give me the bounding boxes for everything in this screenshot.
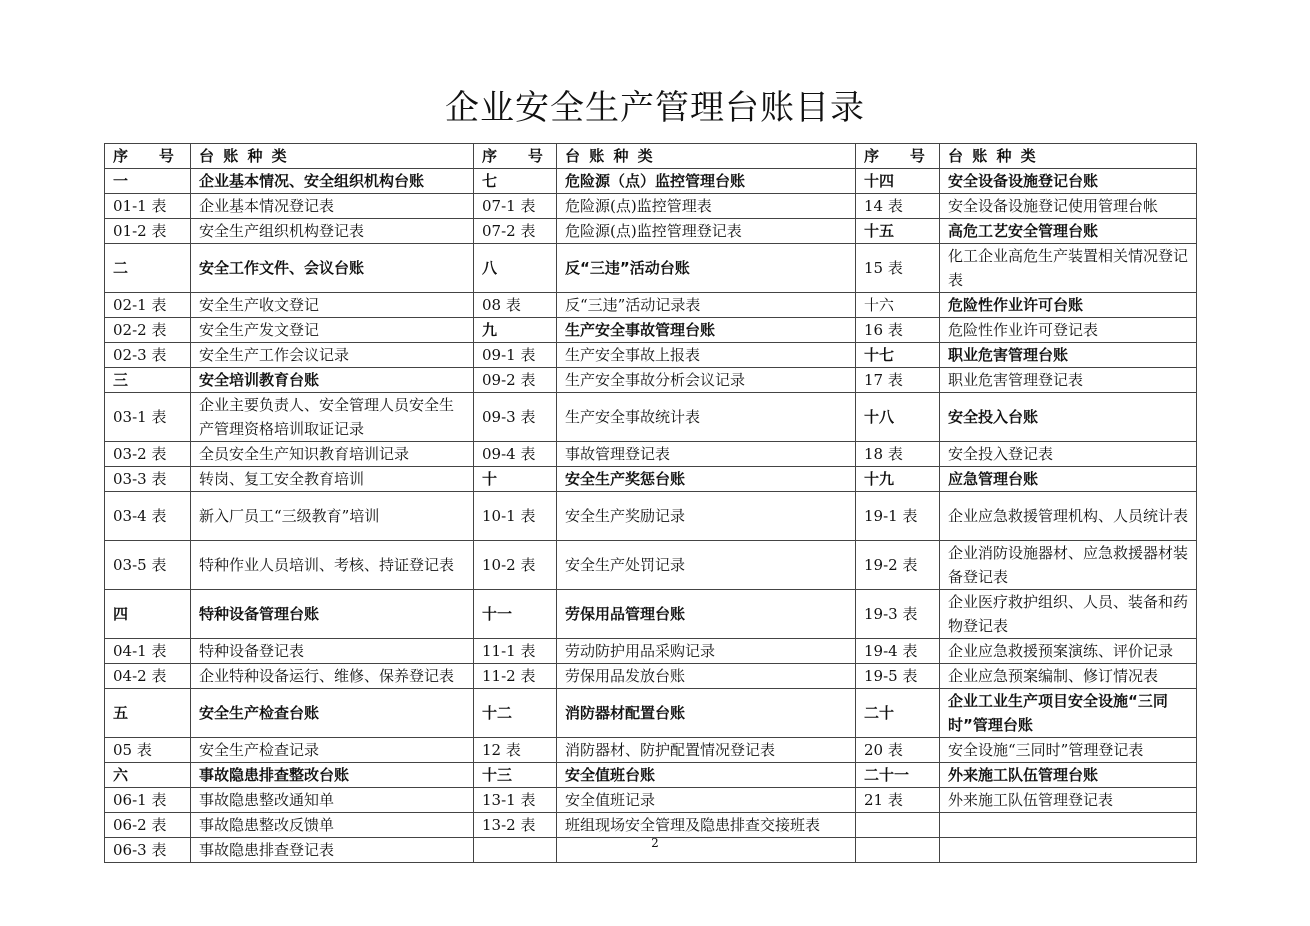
cell-seq: 01-1 表 (105, 194, 191, 219)
header-seq: 序 号 (105, 144, 191, 169)
cell-ledger-type: 安全生产发文登记 (191, 318, 474, 343)
cell-seq: 01-2 表 (105, 219, 191, 244)
cell-seq: 06-3 表 (105, 838, 191, 863)
cell-seq: 04-2 表 (105, 664, 191, 689)
cell-ledger-type: 新入厂员工“三级教育”培训 (191, 492, 474, 541)
cell-seq: 11-1 表 (474, 639, 557, 664)
cell-ledger-type: 安全投入登记表 (940, 442, 1197, 467)
cell-seq: 07-1 表 (474, 194, 557, 219)
cell-ledger-type: 安全设备设施登记台账 (940, 169, 1197, 194)
cell-ledger-type: 安全生产收文登记 (191, 293, 474, 318)
cell-ledger-type: 职业危害管理登记表 (940, 368, 1197, 393)
cell-ledger-type: 消防器材配置台账 (557, 689, 856, 738)
cell-ledger-type: 安全投入台账 (940, 393, 1197, 442)
cell-ledger-type: 事故隐患整改通知单 (191, 788, 474, 813)
cell-seq: 十二 (474, 689, 557, 738)
cell-ledger-type: 反“三违”活动台账 (557, 244, 856, 293)
cell-ledger-type: 安全设施“三同时”管理登记表 (940, 738, 1197, 763)
table-row (105, 813, 1197, 838)
cell-ledger-type: 企业工业生产项目安全设施“三同时”管理台账 (940, 689, 1197, 738)
cell-seq: 10-2 表 (474, 541, 557, 590)
table-row (105, 343, 1197, 368)
cell-seq: 19-5 表 (856, 664, 940, 689)
cell-seq: 十一 (474, 590, 557, 639)
cell-seq: 03-4 表 (105, 492, 191, 541)
cell-ledger-type: 转岗、复工安全教育培训 (191, 467, 474, 492)
table-row (105, 689, 1197, 738)
table-row (105, 664, 1197, 689)
table-row (105, 639, 1197, 664)
table-row (105, 541, 1197, 590)
cell-seq: 二十一 (856, 763, 940, 788)
cell-seq: 八 (474, 244, 557, 293)
header-seq: 序 号 (856, 144, 940, 169)
table-row (105, 318, 1197, 343)
cell-ledger-type: 特种设备登记表 (191, 639, 474, 664)
table-body (105, 169, 1197, 863)
ledger-table (104, 143, 1197, 863)
table-row (105, 788, 1197, 813)
cell-ledger-type: 事故隐患排查整改台账 (191, 763, 474, 788)
cell-ledger-type: 企业基本情况登记表 (191, 194, 474, 219)
cell-seq: 十六 (856, 293, 940, 318)
header-type: 台 账 种 类 (557, 144, 856, 169)
cell-ledger-type: 安全值班台账 (557, 763, 856, 788)
table-row (105, 219, 1197, 244)
cell-ledger-type: 生产安全事故统计表 (557, 393, 856, 442)
cell-seq: 09-4 表 (474, 442, 557, 467)
cell-ledger-type: 特种作业人员培训、考核、持证登记表 (191, 541, 474, 590)
cell-ledger-type: 劳动防护用品采购记录 (557, 639, 856, 664)
cell-seq: 02-1 表 (105, 293, 191, 318)
cell-seq: 十 (474, 467, 557, 492)
table-row (105, 169, 1197, 194)
cell-seq: 03-3 表 (105, 467, 191, 492)
cell-seq: 09-1 表 (474, 343, 557, 368)
cell-seq: 十七 (856, 343, 940, 368)
cell-ledger-type (940, 813, 1197, 838)
cell-ledger-type: 企业消防设施器材、应急救援器材装备登记表 (940, 541, 1197, 590)
cell-ledger-type: 安全工作文件、会议台账 (191, 244, 474, 293)
cell-seq: 三 (105, 368, 191, 393)
cell-seq: 17 表 (856, 368, 940, 393)
cell-seq: 07-2 表 (474, 219, 557, 244)
cell-seq: 02-2 表 (105, 318, 191, 343)
cell-seq: 15 表 (856, 244, 940, 293)
cell-seq: 19-4 表 (856, 639, 940, 664)
cell-ledger-type: 全员安全生产知识教育培训记录 (191, 442, 474, 467)
cell-ledger-type: 反“三违”活动记录表 (557, 293, 856, 318)
cell-seq (856, 813, 940, 838)
cell-seq: 09-3 表 (474, 393, 557, 442)
cell-seq: 二十 (856, 689, 940, 738)
cell-seq: 16 表 (856, 318, 940, 343)
cell-ledger-type: 生产安全事故管理台账 (557, 318, 856, 343)
cell-seq: 九 (474, 318, 557, 343)
cell-ledger-type: 化工企业高危生产装置相关情况登记表 (940, 244, 1197, 293)
cell-ledger-type: 企业应急救援管理机构、人员统计表 (940, 492, 1197, 541)
cell-ledger-type: 企业应急救援预案演练、评价记录 (940, 639, 1197, 664)
table-row (105, 194, 1197, 219)
header-type: 台 账 种 类 (191, 144, 474, 169)
cell-ledger-type: 安全培训教育台账 (191, 368, 474, 393)
header-type: 台 账 种 类 (940, 144, 1197, 169)
cell-seq: 19-2 表 (856, 541, 940, 590)
cell-seq: 四 (105, 590, 191, 639)
cell-ledger-type: 安全生产组织机构登记表 (191, 219, 474, 244)
cell-seq: 04-1 表 (105, 639, 191, 664)
cell-ledger-type: 生产安全事故分析会议记录 (557, 368, 856, 393)
table-row (105, 738, 1197, 763)
cell-ledger-type: 企业主要负责人、安全管理人员安全生产管理资格培训取证记录 (191, 393, 474, 442)
cell-seq: 十四 (856, 169, 940, 194)
cell-seq: 03-1 表 (105, 393, 191, 442)
cell-ledger-type: 企业应急预案编制、修订情况表 (940, 664, 1197, 689)
table-header-row (105, 144, 1197, 169)
cell-ledger-type: 危险源(点)监控管理登记表 (557, 219, 856, 244)
cell-ledger-type: 安全生产工作会议记录 (191, 343, 474, 368)
cell-ledger-type: 事故隐患整改反馈单 (191, 813, 474, 838)
cell-ledger-type: 劳保用品发放台账 (557, 664, 856, 689)
cell-seq: 06-1 表 (105, 788, 191, 813)
cell-ledger-type: 危险源（点）监控管理台账 (557, 169, 856, 194)
page-title: 企业安全生产管理台账目录 (445, 88, 865, 128)
table-row (105, 393, 1197, 442)
cell-seq: 19-3 表 (856, 590, 940, 639)
cell-seq: 十九 (856, 467, 940, 492)
table-row (105, 590, 1197, 639)
cell-seq: 13-2 表 (474, 813, 557, 838)
cell-ledger-type: 安全生产奖励记录 (557, 492, 856, 541)
cell-ledger-type: 外来施工队伍管理登记表 (940, 788, 1197, 813)
cell-seq: 05 表 (105, 738, 191, 763)
table-row (105, 368, 1197, 393)
cell-seq: 11-2 表 (474, 664, 557, 689)
cell-ledger-type: 企业特种设备运行、维修、保养登记表 (191, 664, 474, 689)
page-number: 2 (651, 836, 659, 850)
cell-ledger-type: 安全值班记录 (557, 788, 856, 813)
table-row (105, 442, 1197, 467)
cell-ledger-type: 外来施工队伍管理台账 (940, 763, 1197, 788)
cell-ledger-type: 班组现场安全管理及隐患排查交接班表 (557, 813, 856, 838)
cell-seq: 02-3 表 (105, 343, 191, 368)
cell-seq: 十三 (474, 763, 557, 788)
cell-seq: 20 表 (856, 738, 940, 763)
cell-ledger-type: 安全生产奖惩台账 (557, 467, 856, 492)
cell-seq: 06-2 表 (105, 813, 191, 838)
cell-ledger-type: 生产安全事故上报表 (557, 343, 856, 368)
cell-ledger-type: 特种设备管理台账 (191, 590, 474, 639)
cell-ledger-type: 劳保用品管理台账 (557, 590, 856, 639)
cell-seq: 19-1 表 (856, 492, 940, 541)
cell-ledger-type: 安全生产检查台账 (191, 689, 474, 738)
cell-ledger-type: 事故隐患排查登记表 (191, 838, 474, 863)
cell-ledger-type: 应急管理台账 (940, 467, 1197, 492)
cell-ledger-type: 安全生产处罚记录 (557, 541, 856, 590)
cell-seq: 七 (474, 169, 557, 194)
cell-seq: 二 (105, 244, 191, 293)
cell-seq: 五 (105, 689, 191, 738)
cell-seq: 03-5 表 (105, 541, 191, 590)
cell-ledger-type: 安全生产检查记录 (191, 738, 474, 763)
cell-ledger-type: 消防器材、防护配置情况登记表 (557, 738, 856, 763)
cell-seq: 21 表 (856, 788, 940, 813)
cell-ledger-type: 职业危害管理台账 (940, 343, 1197, 368)
cell-seq: 十八 (856, 393, 940, 442)
cell-seq: 03-2 表 (105, 442, 191, 467)
cell-ledger-type: 危险性作业许可台账 (940, 293, 1197, 318)
cell-ledger-type: 安全设备设施登记使用管理台帐 (940, 194, 1197, 219)
cell-seq: 六 (105, 763, 191, 788)
table-row (105, 492, 1197, 541)
cell-ledger-type: 企业基本情况、安全组织机构台账 (191, 169, 474, 194)
table-row (105, 763, 1197, 788)
cell-seq: 14 表 (856, 194, 940, 219)
table-row (105, 293, 1197, 318)
cell-seq: 12 表 (474, 738, 557, 763)
table-row (105, 244, 1197, 293)
cell-ledger-type: 危险性作业许可登记表 (940, 318, 1197, 343)
cell-seq: 18 表 (856, 442, 940, 467)
cell-seq: 十五 (856, 219, 940, 244)
cell-seq: 08 表 (474, 293, 557, 318)
header-seq: 序 号 (474, 144, 557, 169)
cell-seq: 13-1 表 (474, 788, 557, 813)
cell-ledger-type: 危险源(点)监控管理表 (557, 194, 856, 219)
cell-ledger-type: 事故管理登记表 (557, 442, 856, 467)
table-row (105, 467, 1197, 492)
cell-ledger-type: 企业医疗救护组织、人员、装备和药物登记表 (940, 590, 1197, 639)
cell-seq: 一 (105, 169, 191, 194)
cell-ledger-type: 高危工艺安全管理台账 (940, 219, 1197, 244)
cell-seq: 10-1 表 (474, 492, 557, 541)
cell-seq: 09-2 表 (474, 368, 557, 393)
